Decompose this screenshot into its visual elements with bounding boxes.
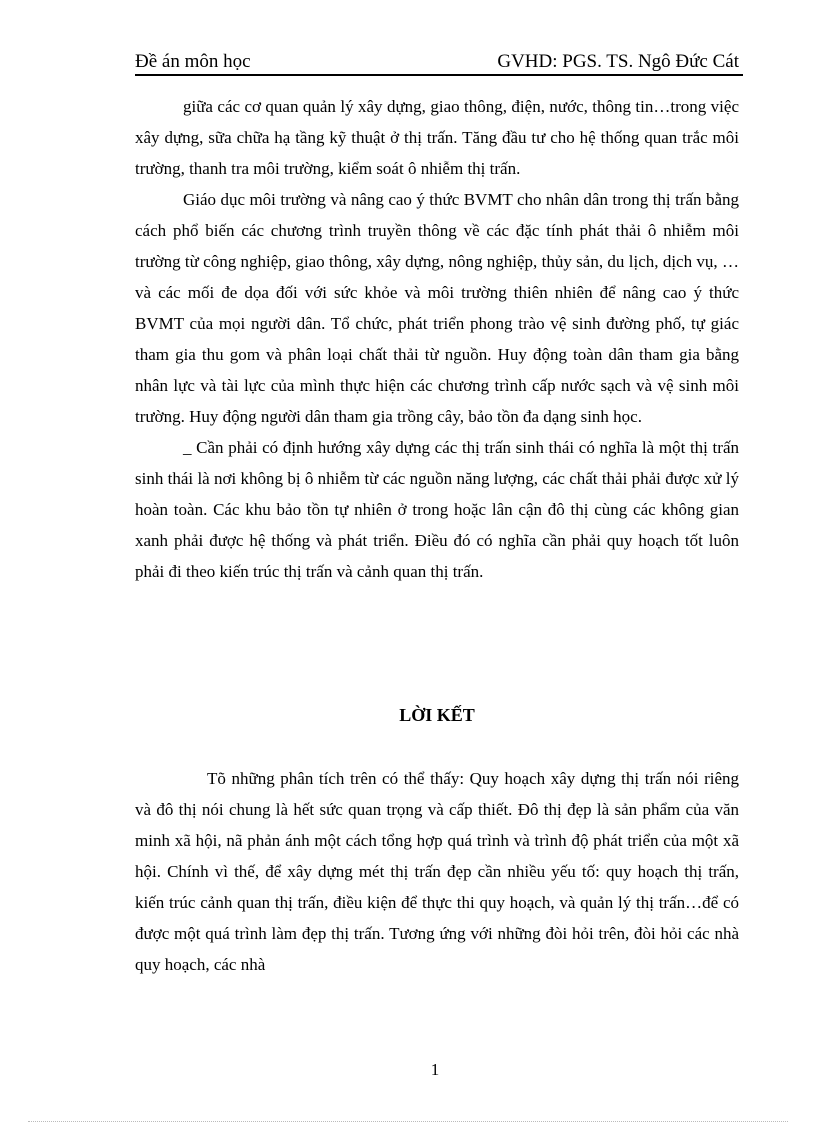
page-number: 1: [430, 1060, 440, 1079]
paragraph: _ Cần phải có định hướng xây dựng các thị trấn sinh thái có nghĩa là một thị trấn sinh thái là nơi không bị ô nhiễm từ các nguồn năng lượng, các chất thải phải được xử lý hoàn toàn. Các khu bảo tồn tự nhiên ở trong hoặc lân cận đô thị cùng các không gian xanh phải được hệ thống và phát triển. Điều đó có nghĩa cần phải quy hoạch tốt luôn phải đi theo kiến trúc thị trấn và cảnh quan thị trấn.: [135, 438, 739, 581]
conclusion-paragraph: Tõ những phân tích trên có thể thấy: Quy hoạch xây dựng thị trấn nói riêng và đô thị nói chung là hết sức quan trọng và cấp thiết. Đô thị đẹp là sản phẩm của văn minh xã hội, nã phản ánh một cách tổng hợp quá trình và trình độ phát triển của một xã hội. Chính vì thế, để xây dựng mét thị trấn đẹp cần nhiều yếu tố: quy hoạch thị trấn, kiến trúc cảnh quan thị trấn, điều kiện để thực thi quy hoạch, và quản lý thị trấn…để có được một quá trình làm đẹp thị trấn. Tương ứng với những đòi hỏi trên, đòi hỏi các nhà quy hoạch, các nhà: [135, 769, 739, 974]
conclusion-section: [135, 763, 739, 980]
paragraph: giữa các cơ quan quản lý xây dựng, giao thông, điện, nước, thông tin…trong việc xây dựng, sữa chữa hạ tầng kỹ thuật ở thị trấn. Tăng đầu tư cho hệ thống quan trắc môi trường, thanh tra môi trường, kiểm soát ô nhiễm thị trấn.: [135, 97, 739, 178]
header-course-title: Đề án môn học: [135, 51, 251, 72]
body-section: [135, 91, 739, 587]
header-supervisor: GVHD: PGS. TS. Ngô Đức Cát: [497, 51, 739, 72]
paragraph: Giáo dục môi trường và nâng cao ý thức BVMT cho nhân dân trong thị trấn bằng cách phổ biến các chương trình truyền thông về các đặc tính phát thải ô nhiễm môi trường từ công nghiệp, giao thông, xây dựng, nông nghiệp, thủy sản, du lịch, dịch vụ, …và các mối đe dọa đối với sức khỏe và môi trường thiên nhiên để nâng cao ý thức BVMT của mọi người dân. Tổ chức, phát triển phong trào vệ sinh đường phố, tự giác tham gia thu gom và phân loại chất thải từ nguồn. Huy động toàn dân tham gia bằng nhân lực và tài lực của mình thực hiện các chương trình cấp nước sạch và vệ sinh môi trường. Huy động người dân tham gia trồng cây, bảo tồn đa dạng sinh học.: [135, 190, 739, 426]
page-header: [135, 50, 743, 76]
section-heading: LỜI KẾT: [399, 705, 475, 725]
page-bottom-divider: [28, 1121, 788, 1122]
